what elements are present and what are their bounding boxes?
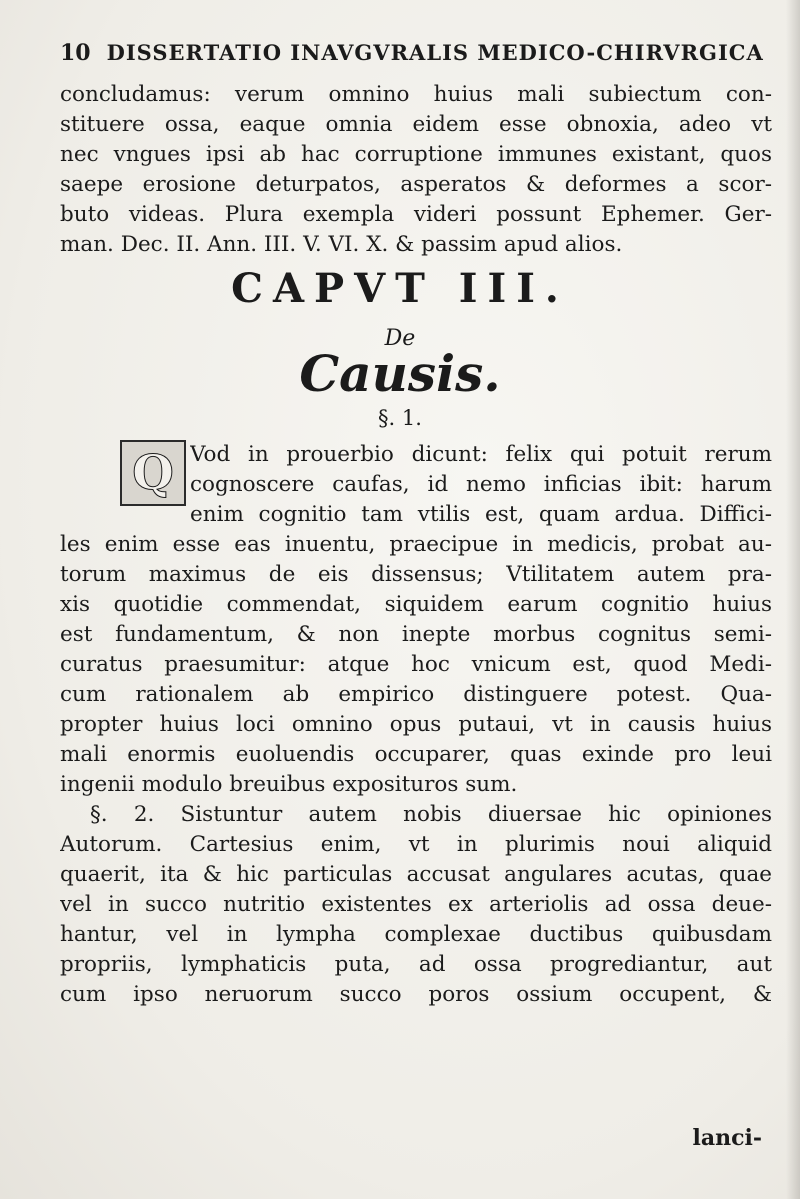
text-line: Vod in prouerbio dicunt: felix qui potuit rerum xyxy=(190,442,772,467)
text-line: nec vngues ipsi ab hac corruptione immunes existant, quos xyxy=(60,142,772,167)
chapter-subheading-causis: Causis. xyxy=(299,344,501,403)
text-line: stituere ossa, eaque omnia eidem esse obnoxia, adeo vt xyxy=(60,112,772,137)
running-head xyxy=(60,40,772,66)
page-edge-shadow xyxy=(786,0,800,1199)
text-line: saepe erosione deturpatos, asperatos & deformes a scor- xyxy=(60,172,772,197)
section-number: §. 1. xyxy=(378,406,422,430)
initial-letter: Q xyxy=(132,445,174,501)
text-line: buto videas. Plura exempla videri possunt Ephemer. Ger- xyxy=(60,202,772,227)
text-line: hantur, vel in lympha complexae ductibus quibusdam xyxy=(60,922,772,947)
text-line: quaerit, ita & hic particulas accusat angulares acutas, quae xyxy=(60,862,772,887)
text-line: enim cognitio tam vtilis est, quam ardua. Diffici- xyxy=(190,502,772,527)
text-line: torum maximus de eis dissensus; Vtilitatem autem pra- xyxy=(60,562,772,587)
text-line: §. 2. Sistuntur autem nobis diuersae hic opiniones xyxy=(90,802,772,827)
text-line: ingenii modulo breuibus exposituros sum. xyxy=(60,772,518,797)
text-line: mali enormis euoluendis occuparer, quas exinde pro leui xyxy=(60,742,772,767)
text-line: est fundamentum, & non inepte morbus cognitus semi- xyxy=(60,622,772,647)
text-line: concludamus: verum omnino huius mali subiectum con- xyxy=(60,82,772,107)
paragraph-section-2 xyxy=(60,800,772,1010)
text-line: xis quotidie commendat, siquidem earum cognitio huius xyxy=(60,592,772,617)
text-line: cognoscere caufas, id nemo inficias ibit: harum xyxy=(190,472,772,497)
paragraph-section-1 xyxy=(60,530,772,800)
text-line: vel in succo nutritio existentes ex arteriolis ad ossa deue- xyxy=(60,892,772,917)
text-line: cum ipso neruorum succo poros ossium occupent, & xyxy=(60,982,772,1007)
text-line: man. Dec. II. Ann. III. V. VI. X. & passim apud alios. xyxy=(60,232,623,257)
text-line: curatus praesumitur: atque hoc vnicum est, quod Medi- xyxy=(60,652,772,677)
page-number: 10 xyxy=(60,40,91,66)
text-line: propter huius loci omnino opus putaui, vt in causis huius xyxy=(60,712,772,737)
text-line: cum rationalem ab empirico distinguere potest. Qua- xyxy=(60,682,772,707)
catchword: lanci- xyxy=(692,1125,762,1151)
ornamental-initial xyxy=(120,440,186,506)
chapter-subheading-de: De xyxy=(384,326,416,351)
text-line: les enim esse eas inuentu, praecipue in medicis, probat au- xyxy=(60,532,772,557)
capped-lines xyxy=(190,440,772,530)
text-line: propriis, lymphaticis puta, ad ossa progrediantur, aut xyxy=(60,952,772,977)
opening-paragraph xyxy=(60,80,772,260)
running-title: DISSERTATIO INAVGVRALIS MEDICO-CHIRVRGICA xyxy=(106,40,764,65)
text-line: Autorum. Cartesius enim, vt in plurimis noui aliquid xyxy=(60,832,772,857)
chapter-heading: CAPVT III. xyxy=(231,265,569,312)
